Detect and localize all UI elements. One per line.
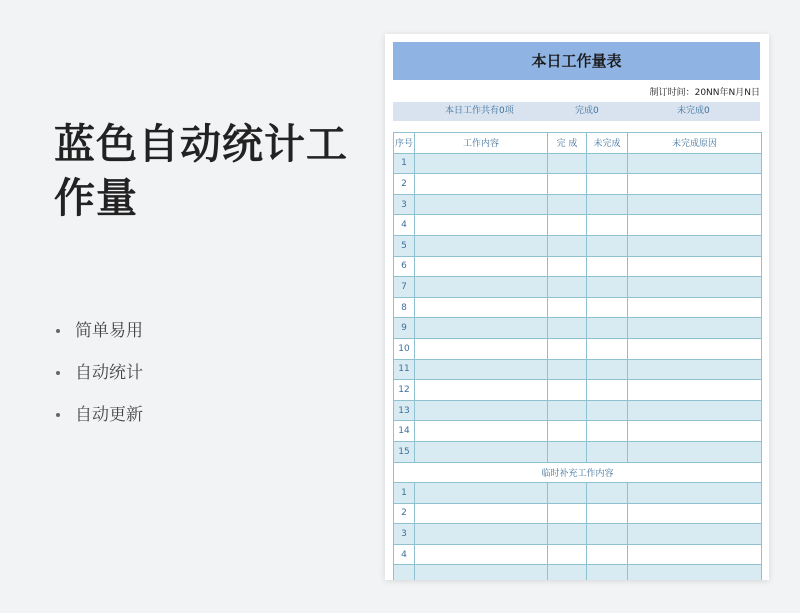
summary-undone: 未完成0	[677, 106, 710, 116]
table-row	[394, 483, 762, 504]
cell-index: 5	[394, 235, 415, 256]
cell-done[interactable]	[548, 277, 587, 298]
cell-content[interactable]	[415, 400, 548, 421]
header-done: 完 成	[548, 133, 587, 154]
bullet-icon	[56, 371, 60, 375]
cell-undone[interactable]	[587, 421, 628, 442]
summary-bar	[393, 102, 760, 121]
cell-undone[interactable]	[587, 544, 628, 565]
cell-index: 3	[394, 524, 415, 545]
cell-index: 6	[394, 256, 415, 277]
cell-undone[interactable]	[587, 338, 628, 359]
cell-index: 15	[394, 441, 415, 462]
cell-reason[interactable]	[628, 400, 762, 421]
cell-content[interactable]	[415, 318, 548, 339]
cell-index: 9	[394, 318, 415, 339]
table-cell[interactable]	[587, 565, 628, 580]
table-row	[394, 544, 762, 565]
cell-index: 11	[394, 359, 415, 380]
cell-reason[interactable]	[628, 441, 762, 462]
cell-undone[interactable]	[587, 380, 628, 401]
cell-done[interactable]	[548, 359, 587, 380]
cell-content[interactable]	[415, 215, 548, 236]
cell-reason[interactable]	[628, 194, 762, 215]
cell-done[interactable]	[548, 318, 587, 339]
summary-done: 完成0	[575, 106, 599, 116]
cell-reason[interactable]	[628, 153, 762, 174]
cell-reason[interactable]	[628, 256, 762, 277]
cell-index: 1	[394, 483, 415, 504]
table-row	[394, 524, 762, 545]
cell-done[interactable]	[548, 153, 587, 174]
cell-undone[interactable]	[587, 256, 628, 277]
cell-undone[interactable]	[587, 194, 628, 215]
cell-index: 2	[394, 503, 415, 524]
table-row	[394, 565, 762, 580]
cell-content[interactable]	[415, 338, 548, 359]
bullet-icon	[56, 329, 60, 333]
cell-content[interactable]	[415, 503, 548, 524]
cell-index: 2	[394, 174, 415, 195]
cell-undone[interactable]	[587, 277, 628, 298]
cell-content[interactable]	[415, 153, 548, 174]
cell-undone[interactable]	[587, 503, 628, 524]
bullet-icon	[56, 413, 60, 417]
cell-done[interactable]	[548, 400, 587, 421]
table-cell[interactable]	[628, 565, 762, 580]
feature-item	[56, 394, 143, 436]
feature-label: 自动统计	[75, 363, 143, 383]
cell-reason[interactable]	[628, 483, 762, 504]
cell-done[interactable]	[548, 194, 587, 215]
cell-undone[interactable]	[587, 215, 628, 236]
cell-reason[interactable]	[628, 277, 762, 298]
cell-content[interactable]	[415, 256, 548, 277]
summary-total: 本日工作共有0项	[445, 106, 514, 116]
cell-reason[interactable]	[628, 338, 762, 359]
cell-done[interactable]	[548, 503, 587, 524]
cell-done[interactable]	[548, 215, 587, 236]
table-cell[interactable]	[548, 565, 587, 580]
cell-done[interactable]	[548, 338, 587, 359]
cell-undone[interactable]	[587, 441, 628, 462]
cell-content[interactable]	[415, 544, 548, 565]
feature-label: 自动更新	[75, 405, 143, 425]
table-row	[394, 256, 762, 277]
cell-index: 12	[394, 380, 415, 401]
cell-index: 14	[394, 421, 415, 442]
cell-index: 10	[394, 338, 415, 359]
cell-index: 4	[394, 215, 415, 236]
cell-index: 4	[394, 544, 415, 565]
table-row	[394, 194, 762, 215]
table-row	[394, 503, 762, 524]
section-row	[394, 462, 762, 483]
page-title: 蓝色自动统计工作量	[54, 120, 348, 222]
header-content: 工作内容	[415, 133, 548, 154]
cell-reason[interactable]	[628, 174, 762, 195]
table-row	[394, 338, 762, 359]
cell-index: 3	[394, 194, 415, 215]
cell-undone[interactable]	[587, 400, 628, 421]
revised-date: 制订时间：20NN年N月N日	[649, 88, 760, 98]
cell-done[interactable]	[548, 483, 587, 504]
table-row	[394, 318, 762, 339]
cell-done[interactable]	[548, 544, 587, 565]
header-index: 序号	[394, 133, 415, 154]
cell-content[interactable]	[415, 359, 548, 380]
table-row	[394, 421, 762, 442]
cell-index: 7	[394, 277, 415, 298]
feature-item	[56, 310, 143, 352]
cell-reason[interactable]	[628, 380, 762, 401]
cell-done[interactable]	[548, 256, 587, 277]
cell-content[interactable]	[415, 174, 548, 195]
worksheet-preview	[385, 34, 769, 580]
cell-undone[interactable]	[587, 235, 628, 256]
cell-reason[interactable]	[628, 544, 762, 565]
header-reason: 未完成原因	[628, 133, 762, 154]
table-row	[394, 297, 762, 318]
cell-reason[interactable]	[628, 297, 762, 318]
cell-done[interactable]	[548, 235, 587, 256]
table-row	[394, 441, 762, 462]
cell-reason[interactable]	[628, 421, 762, 442]
cell-content[interactable]	[415, 421, 548, 442]
table-row	[394, 174, 762, 195]
work-table	[393, 132, 762, 580]
cell-content[interactable]	[415, 441, 548, 462]
cell-undone[interactable]	[587, 297, 628, 318]
table-cell[interactable]	[415, 565, 548, 580]
cell-done[interactable]	[548, 421, 587, 442]
cell-reason[interactable]	[628, 235, 762, 256]
cell-done[interactable]	[548, 441, 587, 462]
cell-reason[interactable]	[628, 359, 762, 380]
feature-item	[56, 352, 143, 394]
cell-content[interactable]	[415, 380, 548, 401]
cell-content[interactable]	[415, 297, 548, 318]
table-row	[394, 359, 762, 380]
table-row	[394, 277, 762, 298]
cell-undone[interactable]	[587, 524, 628, 545]
cell-content[interactable]	[415, 235, 548, 256]
cell-undone[interactable]	[587, 174, 628, 195]
table-row	[394, 215, 762, 236]
table-header-row	[394, 133, 762, 154]
feature-label: 简单易用	[75, 321, 143, 341]
table-row	[394, 400, 762, 421]
cell-content[interactable]	[415, 524, 548, 545]
table-cell[interactable]	[394, 565, 415, 580]
table-row	[394, 380, 762, 401]
cell-index: 8	[394, 297, 415, 318]
cell-reason[interactable]	[628, 524, 762, 545]
cell-content[interactable]	[415, 277, 548, 298]
cell-undone[interactable]	[587, 483, 628, 504]
cell-index: 13	[394, 400, 415, 421]
cell-done[interactable]	[548, 524, 587, 545]
extra-section-title: 临时补充工作内容	[394, 462, 762, 483]
cell-done[interactable]	[548, 297, 587, 318]
feature-list	[56, 310, 143, 436]
sheet-title: 本日工作量表	[393, 42, 760, 80]
table-row	[394, 235, 762, 256]
cell-reason[interactable]	[628, 503, 762, 524]
table-row	[394, 153, 762, 174]
cell-undone[interactable]	[587, 318, 628, 339]
cell-content[interactable]	[415, 483, 548, 504]
cell-index: 1	[394, 153, 415, 174]
cell-content[interactable]	[415, 194, 548, 215]
cell-undone[interactable]	[587, 153, 628, 174]
cell-reason[interactable]	[628, 215, 762, 236]
cell-done[interactable]	[548, 380, 587, 401]
cell-reason[interactable]	[628, 318, 762, 339]
cell-undone[interactable]	[587, 359, 628, 380]
cell-done[interactable]	[548, 174, 587, 195]
header-undone: 未完成	[587, 133, 628, 154]
